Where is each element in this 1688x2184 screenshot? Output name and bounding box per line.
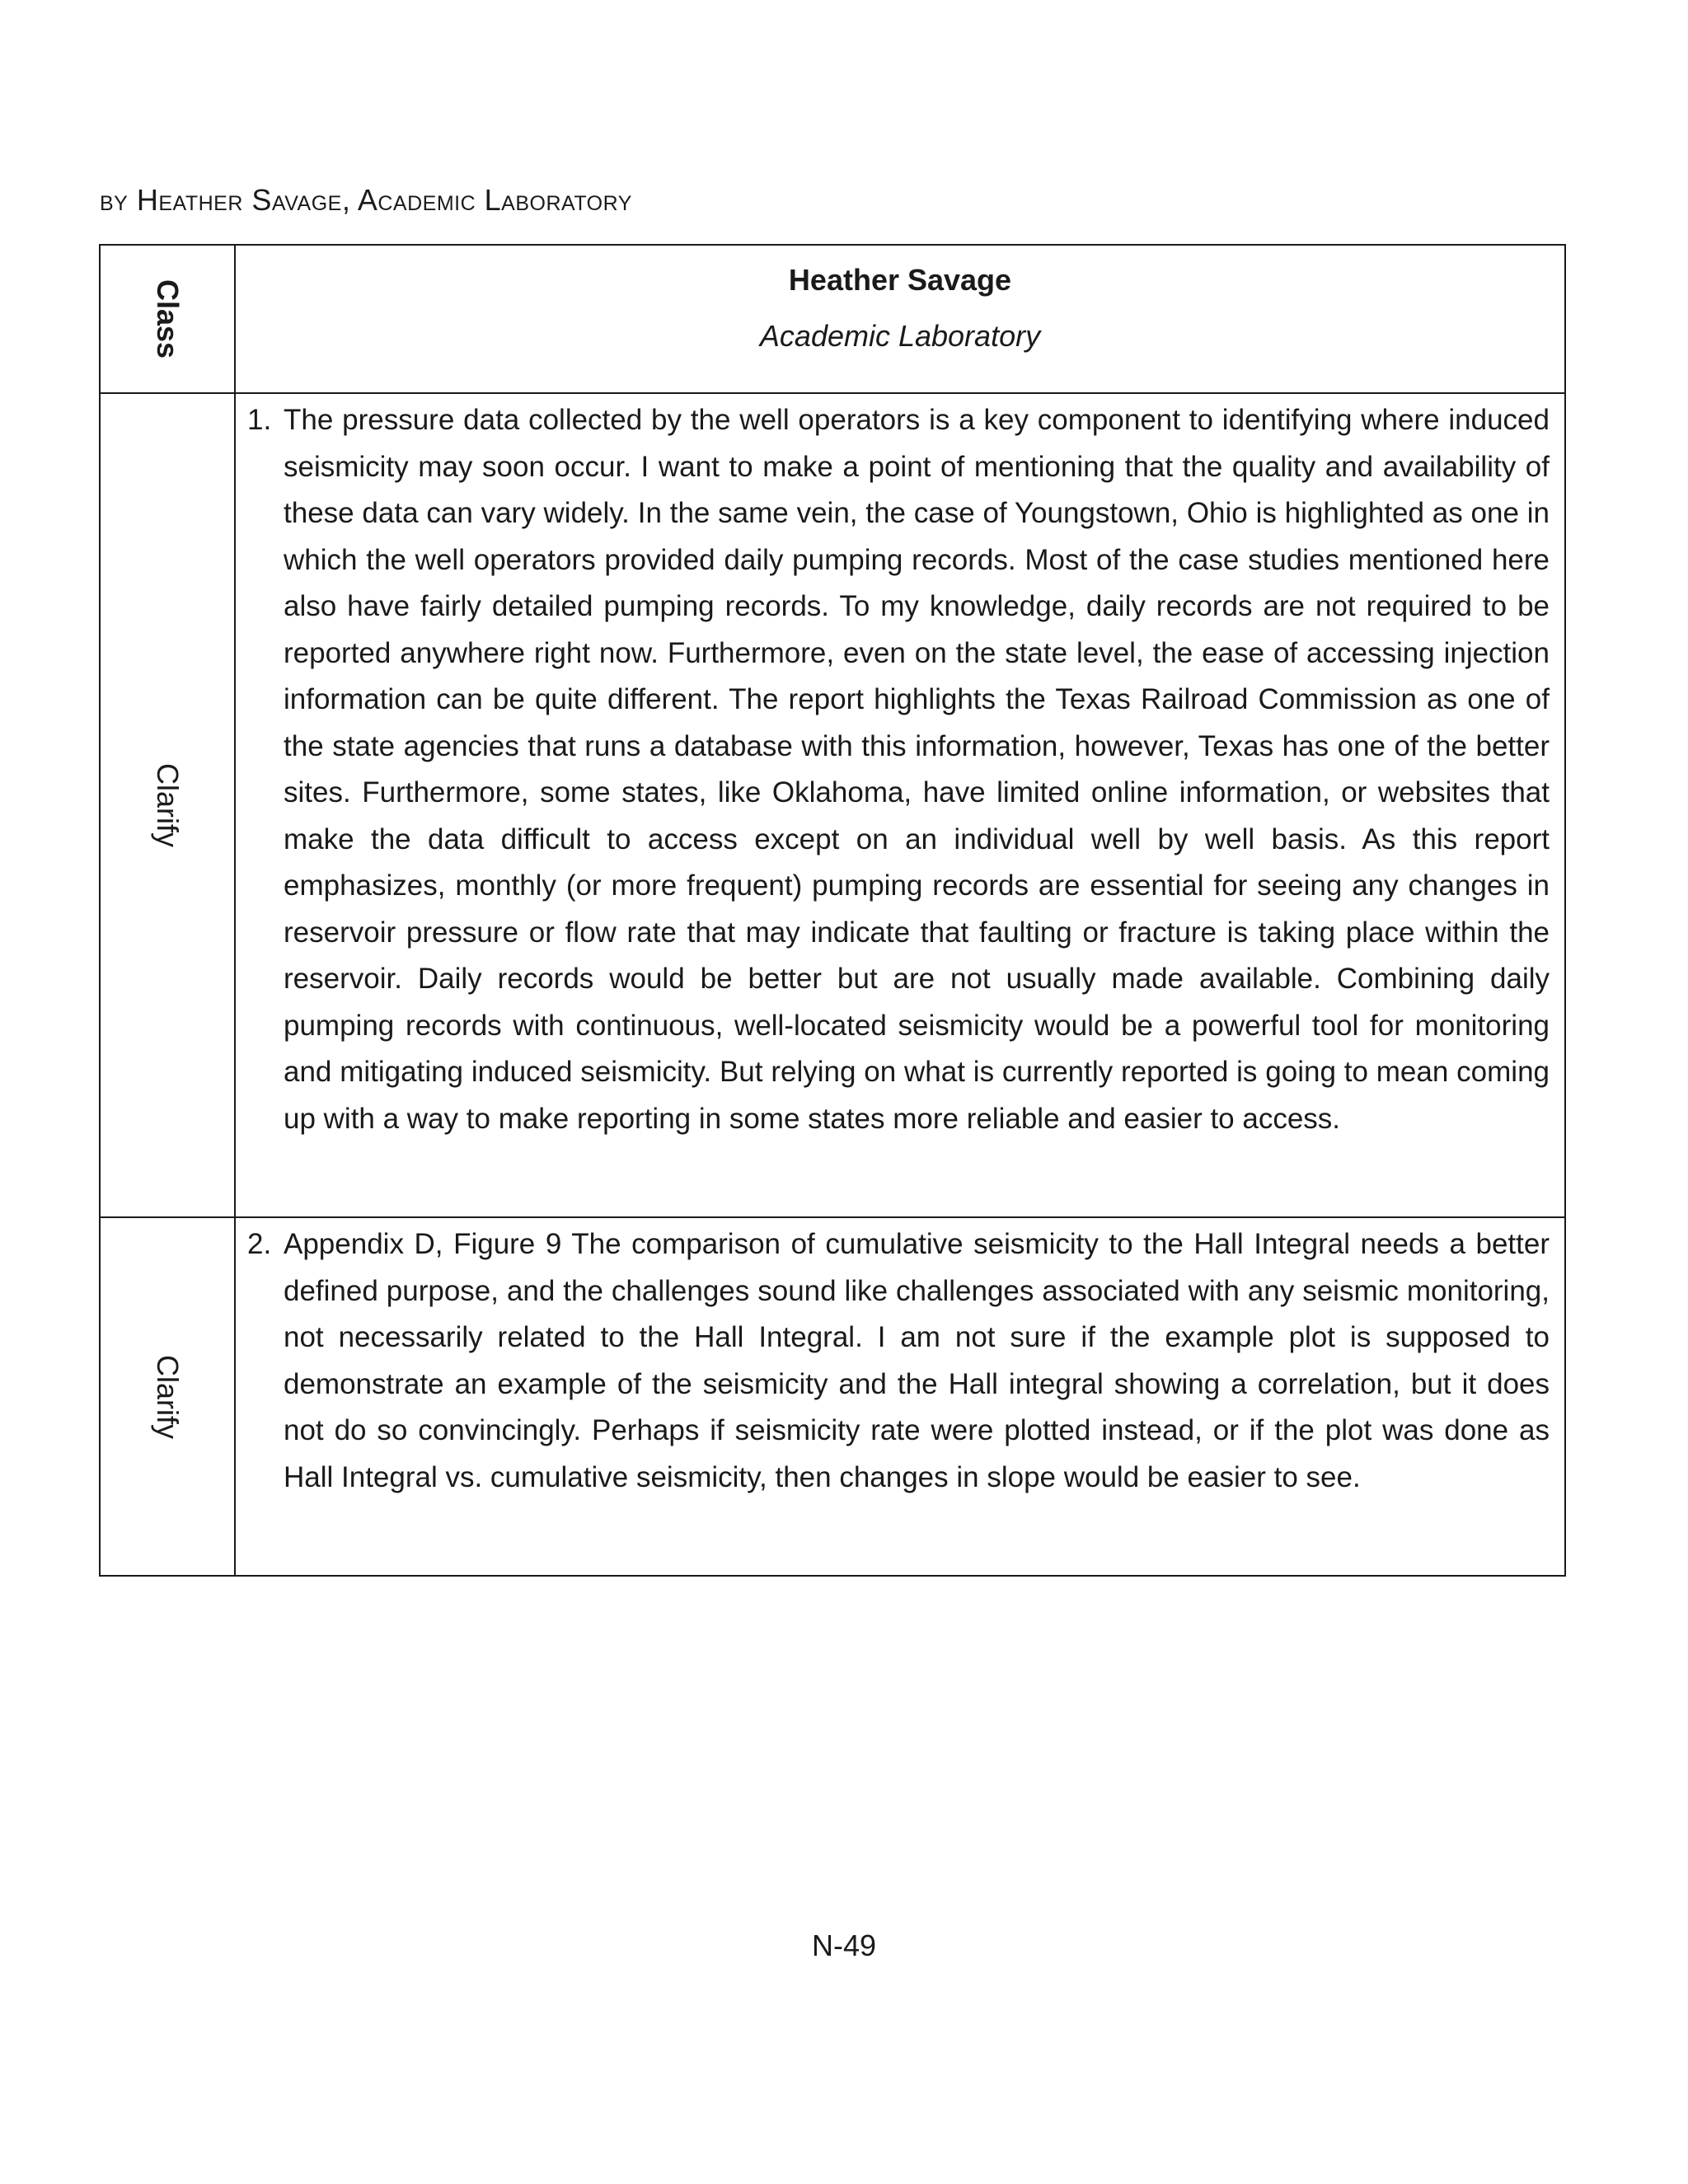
class-column-label: Class: [151, 279, 185, 359]
reviewer-header-cell: [235, 245, 1565, 393]
comment-cell: [235, 393, 1565, 1217]
table-header-row: [100, 245, 1565, 393]
class-label: Clarify: [151, 1354, 185, 1439]
comment-item: [247, 397, 1550, 1142]
page-number: N-49: [811, 1929, 877, 1962]
comment-item: [247, 1221, 1550, 1501]
comment-cell: [235, 1217, 1565, 1576]
reviewer-affiliation: Academic Laboratory: [759, 319, 1041, 353]
table-row: [100, 393, 1565, 1217]
comment-text: Appendix D, Figure 9 The comparison of cumulative seismicity to the Hall Integral needs a better defined purpose, and the challenges sound like challenges associated with any seismic monitoring, not necessarily related to the Hall Integral. I am not sure if the example plot is supposed to demonstrate an example of the seismicity and the Hall integral showing a correlation, but it does not do so convincingly. Perhaps if seismicity rate were plotted instead, or if the plot was done as Hall Integral vs. cumulative seismicity, then changes in slope would be easier to see.: [284, 1228, 1550, 1493]
comment-text: The pressure data collected by the well operators is a key component to identifying where induced seismicity may soon occur. I want to make a point of mentioning that the quality and availability of these data can vary widely. In the same vein, the case of Youngstown, Ohio is highlighted as one in which the well operators provided daily pumping records. Most of the case studies mentioned here also have fairly detailed pumping records. To my knowledge, daily records are not required to be reported anywhere right now. Furthermore, even on the state level, the ease of accessing injection information can be quite different. The report highlights the Texas Railroad Commission as one of the state agencies that runs a database with this information, however, Texas has one of the better sites. Furthermore, some states, like Oklahoma, have limited online information, or websites that make the data difficult to access except on an individual well by well basis. As this report emphasizes, monthly (or more frequent) pumping records are essential for seeing any changes in reservoir pressure or flow rate that may indicate that faulting or fracture is taking place within the reservoir. Daily records would be better but are not usually made available. Combining daily pumping records with continuous, well-located seismicity would be a powerful tool for monitoring and mitigating induced seismicity. But relying on what is currently reported is going to mean coming up with a way to make reporting in some states more reliable and easier to access.: [284, 404, 1550, 1135]
byline: by Heather Savage, Academic Laboratory: [100, 183, 632, 217]
class-label: Clarify: [151, 762, 185, 848]
comment-number: 1.: [247, 404, 272, 436]
comment-number: 2.: [247, 1228, 272, 1260]
class-cell: [100, 1217, 235, 1576]
review-table: [99, 244, 1566, 1577]
table-row: [100, 1217, 1565, 1576]
reviewer-name: Heather Savage: [788, 263, 1012, 297]
class-header-cell: [100, 245, 235, 393]
class-cell: [100, 393, 235, 1217]
